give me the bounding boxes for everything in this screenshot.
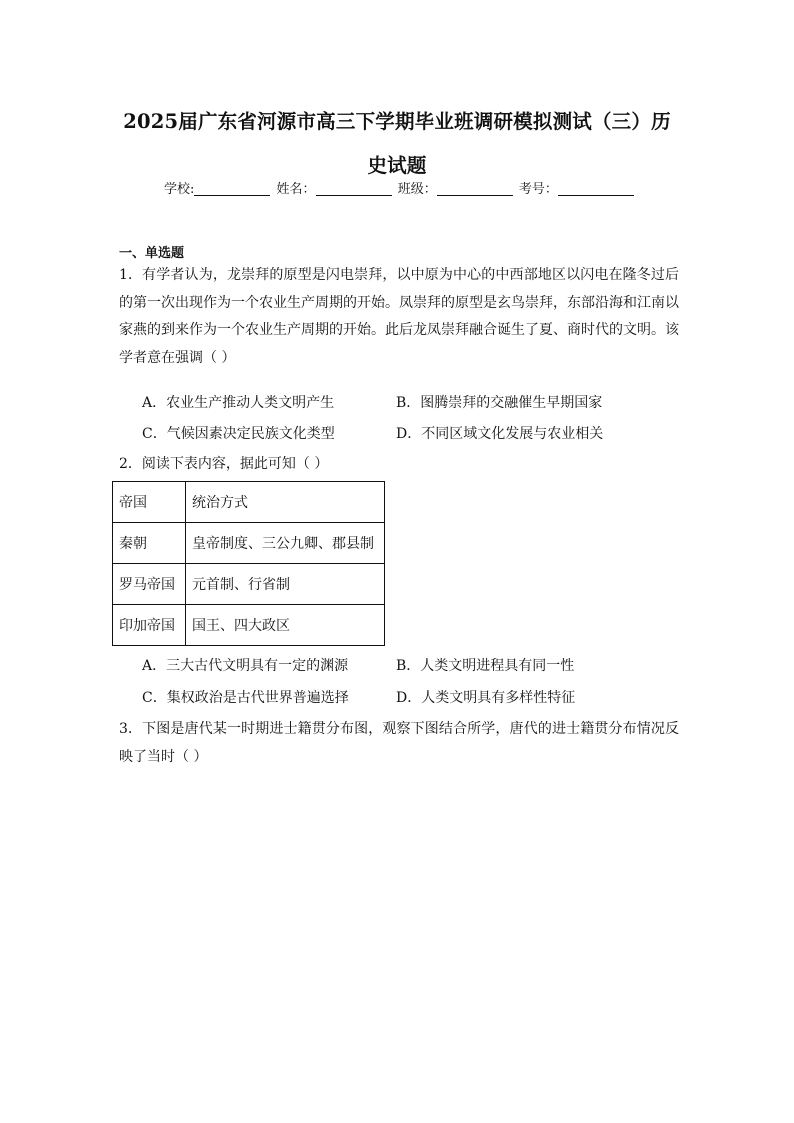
table-cell: 皇帝制度、三公九卿、郡县制 [186, 523, 385, 564]
exam-no-label: 考号： [518, 182, 558, 197]
table-cell: 统治方式 [186, 482, 385, 523]
class-label: 班级： [397, 182, 437, 197]
exam-title: 2025届广东省河源市高三下学期毕业班调研模拟测试（三）历史试题 [123, 110, 671, 177]
q2-option-d[interactable]: D．人类文明具有多样性特征 [396, 690, 576, 706]
q1-option-d[interactable]: D．不同区域文化发展与农业相关 [396, 426, 604, 442]
school-blank[interactable] [194, 181, 270, 196]
table-cell: 罗马帝国 [113, 564, 186, 605]
table-row [113, 564, 385, 605]
table-cell: 国王、四大政区 [186, 605, 385, 646]
q2-option-c[interactable]: C．集权政治是古代世界普遍选择 [142, 690, 349, 706]
table-row [113, 605, 385, 646]
table-cell: 帝国 [113, 482, 186, 523]
q1-option-a[interactable]: A．农业生产推动人类文明产生 [142, 395, 335, 411]
q2-option-b[interactable]: B．人类文明进程具有同一性 [396, 658, 575, 674]
empire-table [112, 481, 385, 646]
class-blank[interactable] [437, 181, 513, 196]
table-cell: 元首制、行省制 [186, 564, 385, 605]
question-1-text: 1．有学者认为，龙崇拜的原型是闪电崇拜，以中原为中心的中西部地区以闪电在隆冬过后的第一次出现作为一个农业生产周期的开始。凤崇拜的原型是玄鸟崇拜，东部沿海和江南以家燕的到来作为一个农业生产周期的开始。此后龙凤崇拜融合诞生了夏、商时代的文明。该学者意在强调（ ） [119, 267, 679, 366]
q2-option-a[interactable]: A．三大古代文明具有一定的渊源 [142, 658, 349, 674]
student-info-line [164, 180, 636, 200]
question-3-text: 3．下图是唐代某一时期进士籍贯分布图，观察下图结合所学，唐代的进士籍贯分布情况反映了当时（ ） [119, 721, 679, 765]
q1-option-b[interactable]: B．图腾崇拜的交融催生早期国家 [396, 395, 603, 411]
exam-no-blank[interactable] [558, 181, 634, 196]
name-label: 姓名： [276, 182, 316, 197]
table-cell: 印加帝国 [113, 605, 186, 646]
table-cell: 秦朝 [113, 523, 186, 564]
school-label: 学校: [164, 182, 195, 197]
question-2-text: 2．阅读下表内容，据此可知（ ） [119, 456, 329, 472]
table-row [113, 482, 385, 523]
name-blank[interactable] [316, 181, 392, 196]
table-row [113, 523, 385, 564]
section-heading: 一、单选题 [119, 246, 185, 261]
q1-option-c[interactable]: C．气候因素决定民族文化类型 [142, 426, 335, 442]
